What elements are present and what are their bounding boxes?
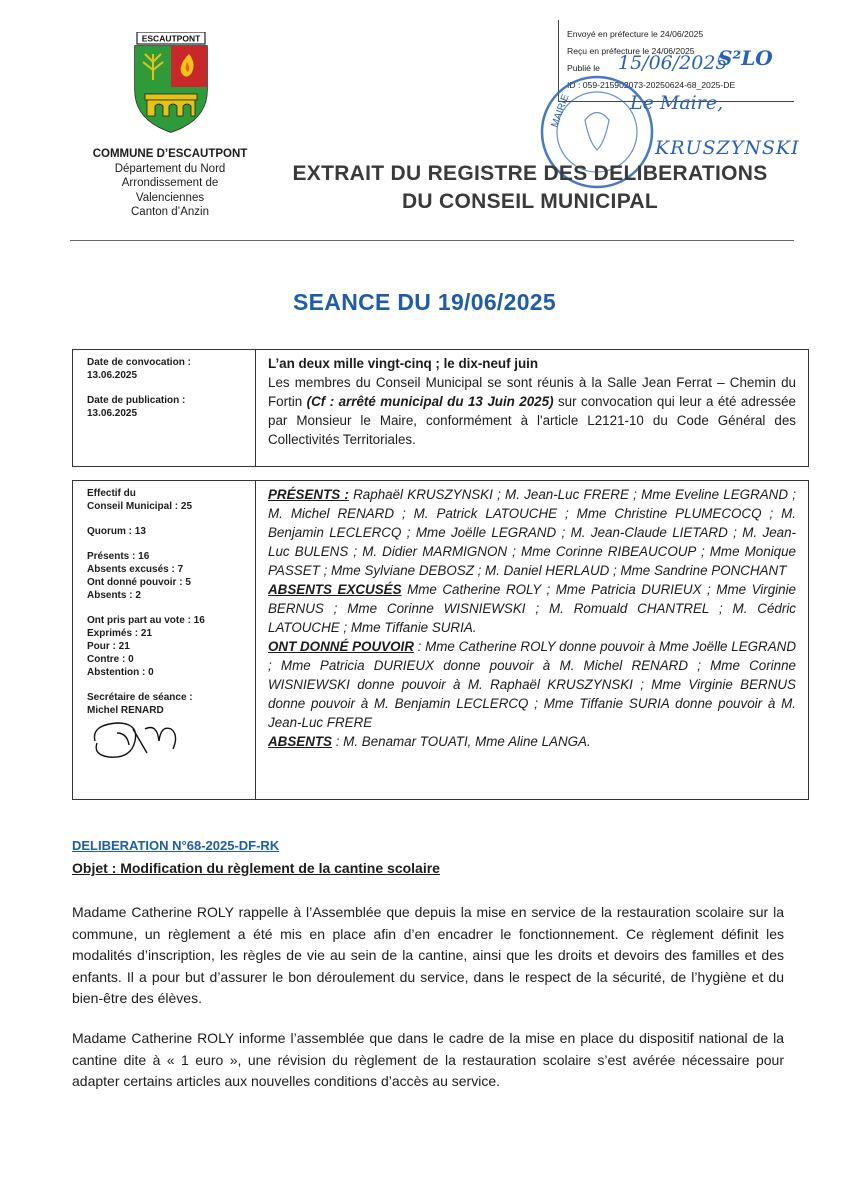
commune-block: [70, 147, 270, 220]
page-title: [270, 160, 790, 216]
handwritten-initials: S²LO: [718, 46, 773, 70]
contre-count: Contre : 0: [87, 654, 134, 665]
effectif-value: Conseil Municipal : 25: [87, 501, 193, 512]
exprimes-count: Exprimés : 21: [87, 628, 153, 639]
publication-value: 13.06.2025: [87, 408, 138, 419]
attendance-row: [72, 480, 809, 800]
convocation-label: Date de convocation :: [87, 357, 191, 368]
convocation-row: [72, 349, 809, 467]
paragraph: Madame Catherine ROLY informe l’assemblée que dans le cadre de la mise en place du dispositif national de la cantine dite à « 1 euro », une révision du règlement de la restauration scolaire s’est avérée nécessaire pour adapter certains articles aux nouvelles conditions d’accès au service.: [72, 1030, 784, 1089]
handwritten-le-maire: Le Maire,: [630, 92, 724, 114]
divider: [70, 240, 794, 241]
commune-name: COMMUNE D’ESCAUTPONT: [92, 148, 248, 160]
arrete-reference: (Cf : arrêté municipal du 13 Juin 2025): [306, 394, 554, 409]
paragraph: Madame Catherine ROLY rappelle à l’Assemblée que depuis la mise en service de la restauration scolaire sur la commune, un règlement a été mis en place afin d’en encadrer le fonctionnement. Ce règlement définit les modalités d’inscription, les règles de vie au sein de la cantine, ainsi que les droits et devoirs des familles et des enfants. Il a pour but d’assurer le bon déroulement du service, dans le respect de la sécurité, de l’hygiène et du bien-être des élèves.: [72, 904, 784, 1006]
presents-count: Présents : 16: [87, 551, 150, 562]
commune-line: Département du Nord: [114, 162, 226, 175]
received-date: Reçu en préfecture le 24/06/2025: [567, 46, 695, 56]
handwritten-date: 15/06/2025: [618, 52, 728, 74]
deliberation-number: DELIBERATION N°68-2025-DF-RK: [72, 838, 280, 853]
absents-excuses-count: Absents excusés : 7: [87, 564, 184, 575]
commune-line: Valenciennes: [135, 191, 205, 204]
presents-label: PRÉSENTS :: [268, 487, 349, 502]
absents-section: ABSENTS : M. Benamar TOUATI, Mme Aline LANGA.: [268, 734, 591, 749]
sent-date: Envoyé en préfecture le 24/06/2025: [567, 29, 704, 39]
session-table: [72, 349, 809, 800]
publication-label: Date de publication :: [87, 395, 186, 406]
intro-text: Les membres du Conseil Municipal se sont réunis à la Salle Jean Ferrat – Chemin du Fortin (Cf : arrêté municipal du 13 Juin 2025) sur convocation qui leur a été adressée par Monsieur le Maire, conformément à l'article L2121-10 du Code Général des Collectivités Territoriales.: [268, 375, 796, 447]
stats-cell: [73, 481, 256, 799]
pouvoir-count: Ont donné pouvoir : 5: [87, 577, 191, 588]
excuses-label: ABSENTS EXCUSÉS: [268, 582, 402, 597]
presents-section: PRÉSENTS : Raphaël KRUSZYNSKI ; M. Jean-Luc FRERE ; Mme Eveline LEGRAND ; M. Michel RENARD ; M. Patrick LATOUCHE ; Mme Christine PLUMECOCQ ; M. Benjamin LECLERCQ ; Mme Joëlle LEGRAND ; M. Jean-Claude LIETARD ; M. Jean-Luc BULENS ; M. Didier MARMIGNON ; Mme Corinne RIBEAUCOUP ; Mme Monique PASSET ; Mme Sylviane DEBOSZ ; M. Daniel HERLAUD ; Mme Sandrine PONCHANT: [268, 487, 796, 578]
commune-line: Arrondissement de: [121, 177, 219, 189]
effectif-label: Effectif du: [87, 488, 136, 499]
secretaire-name: Michel RENARD: [87, 705, 164, 716]
commune-line: Canton d’Anzin: [131, 206, 209, 218]
quorum: Quorum : 13: [87, 526, 146, 537]
intro-cell: [256, 350, 808, 466]
pour-count: Pour : 21: [87, 641, 130, 652]
absents-count: Absents : 2: [87, 590, 141, 601]
attendance-cell: [256, 481, 808, 799]
secretaire-label: Secrétaire de séance :: [87, 692, 193, 703]
handwritten-name: KRUSZYNSKI: [655, 137, 800, 159]
seance-heading: SEANCE DU 19/06/2025: [293, 289, 556, 315]
absents-label: ABSENTS: [268, 734, 332, 749]
seal-text: MAIRIE: [549, 92, 572, 130]
vote-count: Ont pris part au vote : 16: [87, 615, 205, 626]
title-line: DU CONSEIL MUNICIPAL: [401, 190, 659, 213]
abstention-count: Abstention : 0: [87, 667, 154, 678]
convocation-cell: [73, 350, 256, 466]
intro-heading: L’an deux mille vingt-cinq ; le dix-neuf juin: [268, 356, 539, 371]
crest-banner-text: ESCAUTPONT: [141, 33, 201, 44]
excuses-section: ABSENTS EXCUSÉS Mme Catherine ROLY ; Mme Patricia DURIEUX ; Mme Virginie BERNUS ; Mme Corinne WISNIEWSKI ; M. Romuald CHANTREL ; M. Cédric LATOUCHE ; Mme Tiffanie SURIA.: [268, 582, 797, 635]
coat-of-arms-logo: [131, 32, 211, 134]
title-line: EXTRAIT DU REGISTRE DES DELIBERATIONS: [292, 162, 768, 185]
convocation-value: 13.06.2025: [87, 370, 138, 381]
published-label: Publié le: [567, 63, 600, 73]
secretaire-signature: [87, 719, 197, 763]
deliberation-objet: Objet : Modification du règlement de la cantine scolaire: [72, 860, 440, 876]
pouvoir-label: ONT DONNÉ POUVOIR: [268, 639, 414, 654]
prefecture-id: ID : 059-215902073-20250624-68_2025-DE: [567, 80, 736, 90]
pouvoir-section: ONT DONNÉ POUVOIR : Mme Catherine ROLY donne pouvoir à Mme Joëlle LEGRAND ; Mme Patricia DURIEUX donne pouvoir à M. Michel RENARD ; Mme Corinne WISNIEWSKI donne pouvoir à M. Raphaël KRUSZYNSKI ; Mme Virginie BERNUS donne pouvoir à M. Benjamin LECLERCQ ; Mme Tiffanie SURIA donne pouvoir à M. Jean-Luc FRERE: [268, 639, 796, 730]
